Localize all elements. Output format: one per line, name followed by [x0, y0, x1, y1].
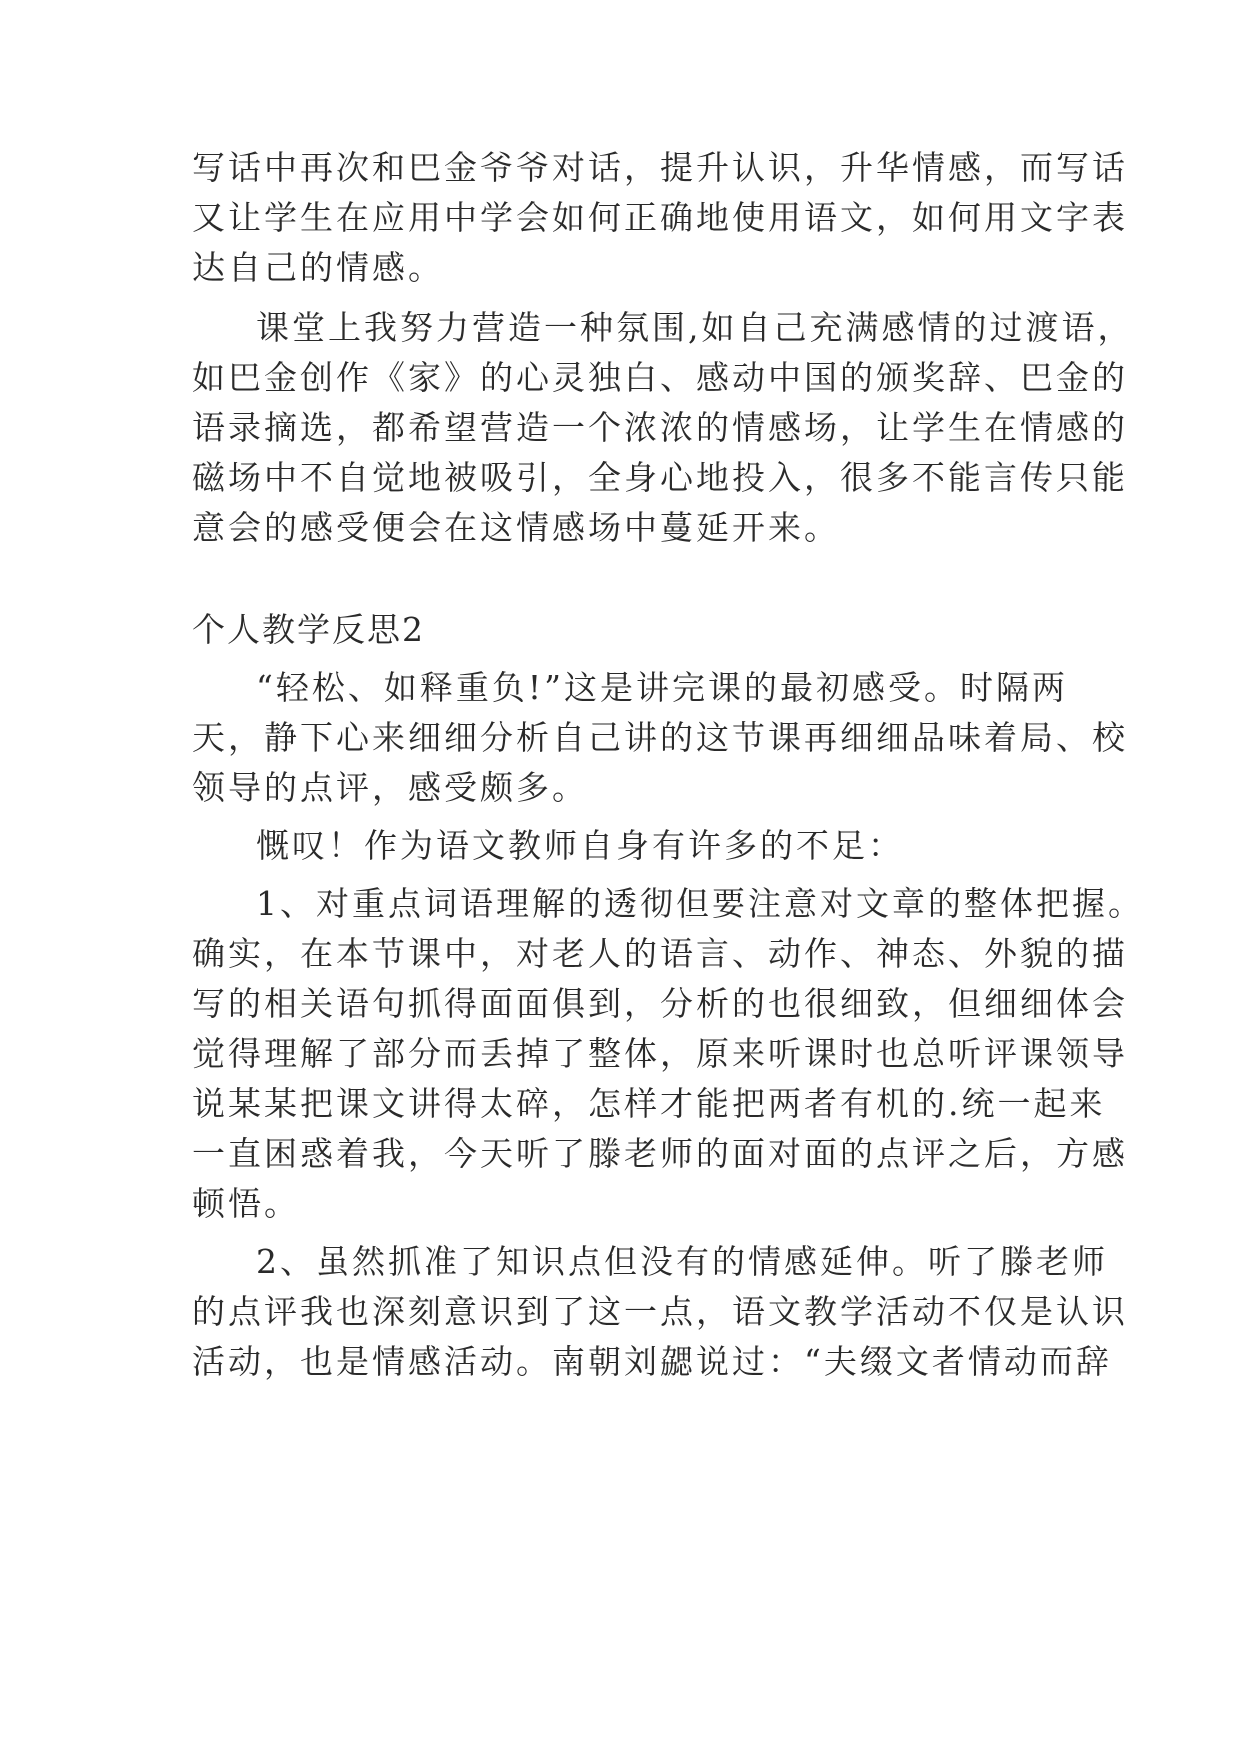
- text-line: 顿悟。: [192, 1184, 300, 1223]
- text-line: 课堂上我努力营造一种氛围,如自己充满感情的过渡语，: [256, 308, 1134, 347]
- text-line: 活动，也是情感活动。南朝刘勰说过：“夫缀文者情动而辞: [192, 1342, 1112, 1381]
- text-line: 写话中再次和巴金爷爷对话，提升认识，升华情感，而写话: [192, 148, 1128, 187]
- text-line: 又让学生在应用中学会如何正确地使用语文，如何用文字表: [192, 198, 1128, 237]
- section-heading: 个人教学反思2: [192, 610, 425, 649]
- text-line: 领导的点评，感受颇多。: [192, 768, 588, 807]
- text-line: 觉得理解了部分而丢掉了整体，原来听课时也总听评课领导: [192, 1034, 1128, 1073]
- text-line: 写的相关语句抓得面面俱到，分析的也很细致，但细细体会: [192, 984, 1128, 1023]
- text-line: 1、对重点词语理解的透彻但要注意对文章的整体把握。: [256, 884, 1144, 923]
- text-line: 慨叹！作为语文教师自身有许多的不足：: [256, 826, 904, 865]
- text-line: 说某某把课文讲得太碎，怎样才能把两者有机的.统一起来: [192, 1084, 1106, 1123]
- text-line: 天，静下心来细细分析自己讲的这节课再细细品味着局、校: [192, 718, 1128, 757]
- text-line: 语录摘选，都希望营造一个浓浓的情感场，让学生在情感的: [192, 408, 1128, 447]
- text-line: 的点评我也深刻意识到了这一点，语文教学活动不仅是认识: [192, 1292, 1128, 1331]
- text-line: 如巴金创作《家》的心灵独白、感动中国的颁奖辞、巴金的: [192, 358, 1128, 397]
- text-line: 意会的感受便会在这情感场中蔓延开来。: [192, 508, 840, 547]
- text-line: 一直困惑着我，今天听了滕老师的面对面的点评之后，方感: [192, 1134, 1128, 1173]
- text-line: 确实，在本节课中，对老人的语言、动作、神态、外貌的描: [192, 934, 1128, 973]
- text-line: “轻松、如释重负!”这是讲完课的最初感受。时隔两: [256, 668, 1069, 707]
- text-line: 2、虽然抓准了知识点但没有的情感延伸。听了滕老师: [256, 1242, 1108, 1281]
- text-line: 达自己的情感。: [192, 248, 444, 287]
- text-line: 磁场中不自觉地被吸引，全身心地投入，很多不能言传只能: [192, 458, 1128, 497]
